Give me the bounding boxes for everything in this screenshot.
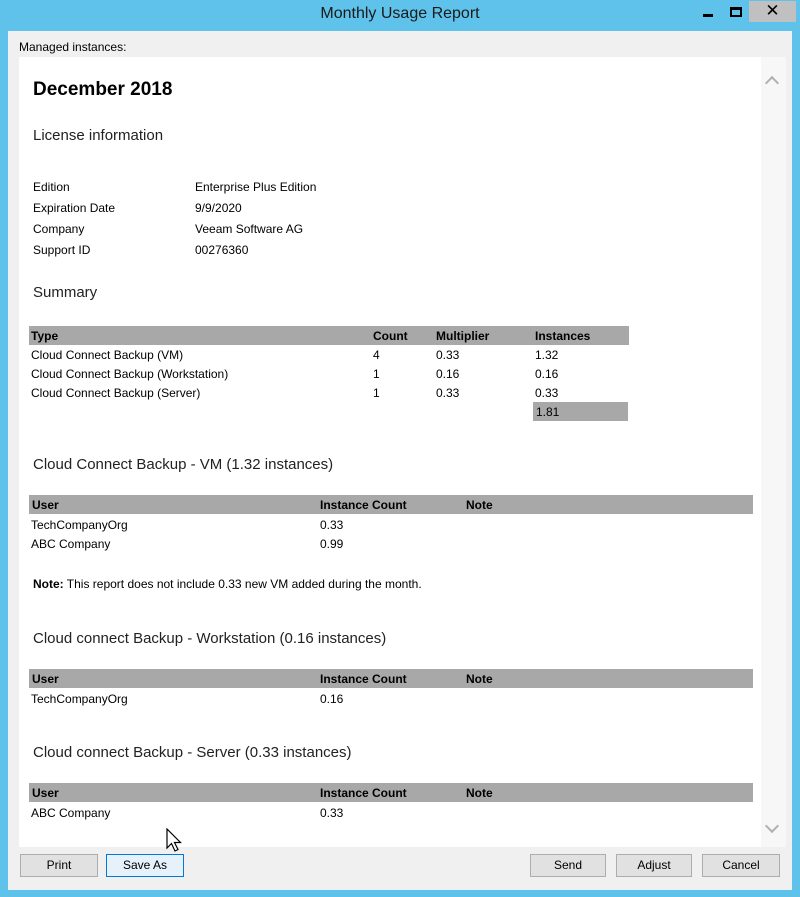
- license-value: 00276360: [195, 243, 249, 257]
- summary-total-cell: [533, 402, 628, 421]
- cell-count: 1: [373, 386, 380, 400]
- cell-instances: 0.33: [535, 386, 559, 400]
- cell-user: ABC Company: [31, 806, 111, 820]
- license-heading: License information: [33, 127, 164, 144]
- table-header: [29, 669, 753, 688]
- window-title: Monthly Usage Report: [320, 5, 480, 22]
- column-header-note: Note: [466, 498, 493, 512]
- close-icon: ✕: [765, 1, 780, 21]
- note-label: Note:: [33, 577, 64, 591]
- note-text: This report does not include 0.33 new VM added during the month.: [63, 577, 422, 591]
- license-key: Company: [33, 222, 85, 236]
- cell-multiplier: 0.33: [436, 386, 460, 400]
- vm-section-heading: Cloud Connect Backup - VM (1.32 instances): [33, 456, 334, 473]
- scroll-down-icon[interactable]: [765, 819, 779, 833]
- column-header-note: Note: [466, 672, 493, 686]
- title-bar[interactable]: [0, 0, 800, 30]
- vm-note: [33, 577, 422, 591]
- workstation-section-heading: Cloud connect Backup - Workstation (0.16 instances): [33, 630, 387, 647]
- license-key: Edition: [33, 180, 70, 194]
- send-button[interactable]: Send: [530, 854, 606, 877]
- column-header-type: Type: [31, 329, 59, 343]
- cell-type: Cloud Connect Backup (Server): [31, 386, 201, 400]
- cell-instance-count: 0.33: [320, 518, 344, 532]
- column-header-instance-count: Instance Count: [320, 786, 407, 800]
- cell-type: Cloud Connect Backup (Workstation): [31, 367, 229, 381]
- column-header-count: Count: [373, 329, 408, 343]
- cell-multiplier: 0.33: [436, 348, 460, 362]
- license-value: 9/9/2020: [195, 201, 242, 215]
- cell-user: TechCompanyOrg: [31, 692, 128, 706]
- maximize-button[interactable]: [723, 1, 748, 22]
- column-header-user: User: [32, 498, 59, 512]
- cell-count: 1: [373, 367, 380, 381]
- license-value: Enterprise Plus Edition: [195, 180, 317, 194]
- dialog-body: [8, 31, 792, 890]
- cell-instances: 1.32: [535, 348, 559, 362]
- workstation-table: [29, 669, 753, 714]
- cell-user: ABC Company: [31, 537, 111, 551]
- table-header: [29, 783, 753, 802]
- cell-type: Cloud Connect Backup (VM): [31, 348, 184, 362]
- license-key: Support ID: [33, 243, 91, 257]
- report-view: [19, 57, 769, 847]
- license-key: Expiration Date: [33, 201, 116, 215]
- scroll-up-icon[interactable]: [765, 76, 779, 90]
- column-header-note: Note: [466, 786, 493, 800]
- column-header-user: User: [32, 786, 59, 800]
- cell-instances: 0.16: [535, 367, 559, 381]
- table-header: [29, 495, 753, 514]
- cell-instance-count: 0.33: [320, 806, 344, 820]
- minimize-button[interactable]: [694, 1, 722, 22]
- summary-table: [29, 326, 629, 426]
- cancel-button[interactable]: Cancel: [702, 854, 780, 877]
- cell-user: TechCompanyOrg: [31, 518, 128, 532]
- cell-count: 4: [373, 348, 380, 362]
- server-section-heading: Cloud connect Backup - Server (0.33 instances): [33, 744, 352, 761]
- mouse-pointer-icon: [166, 828, 184, 854]
- vertical-scrollbar[interactable]: [761, 57, 786, 847]
- column-header-user: User: [32, 672, 59, 686]
- save-as-button[interactable]: Save As: [106, 854, 184, 877]
- cell-instance-count: 0.16: [320, 692, 344, 706]
- print-button[interactable]: Print: [20, 854, 98, 877]
- maximize-icon: [730, 7, 742, 17]
- cell-instance-count: 0.99: [320, 537, 344, 551]
- summary-total: 1.81: [536, 405, 560, 419]
- cell-multiplier: 0.16: [436, 367, 460, 381]
- license-value: Veeam Software AG: [195, 222, 304, 236]
- vm-table: [29, 495, 753, 555]
- column-header-instances: Instances: [535, 329, 591, 343]
- adjust-button[interactable]: Adjust: [616, 854, 692, 877]
- server-table: [29, 783, 753, 828]
- report-title: December 2018: [33, 79, 173, 100]
- managed-instances-label: Managed instances:: [19, 40, 127, 54]
- column-header-multiplier: Multiplier: [436, 329, 490, 343]
- minimize-icon: [703, 14, 713, 17]
- table-header: [29, 326, 629, 345]
- column-header-instance-count: Instance Count: [320, 498, 407, 512]
- summary-heading: Summary: [33, 284, 98, 301]
- close-button[interactable]: [749, 1, 796, 22]
- column-header-instance-count: Instance Count: [320, 672, 407, 686]
